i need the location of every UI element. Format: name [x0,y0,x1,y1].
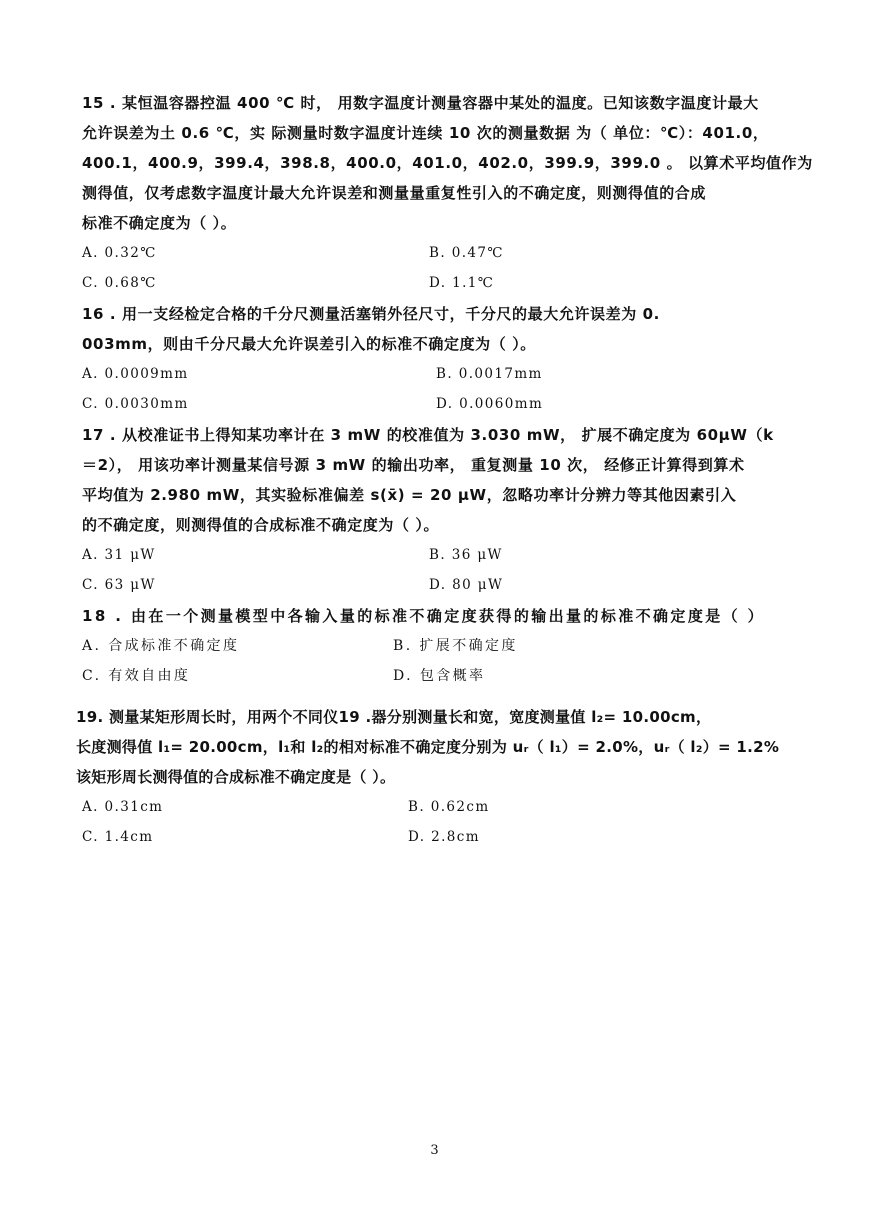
option-c: C. 0.0030mm [82,396,189,412]
question-17-stem-line-3: 平均值为 2.980 mW，其实验标准偏差 s(x̄) = 20 μW，忽略功率计分辨力等其他因素引入 [82,486,737,504]
question-15-stem-line-2: 允许误差为土 0.6 ℃，实 际测量时数字温度计连续 10 次的测量数据 为（ 单位：℃）：401.0， [82,124,769,142]
option-d: D. 包含概率 [393,668,486,684]
question-19-stem-line-2: 长度测得值 l₁= 20.00cm，l₁和 l₂的相对标准不确定度分别为 uᵣ（ l₁）= 2.0%，uᵣ（ l₂）= 1.2% [76,738,780,756]
question-18-options [82,631,812,691]
question-16-options [82,359,812,419]
question-19-options [82,792,812,852]
option-a: A. 合成标准不确定度 [82,638,240,654]
question-17 [82,420,812,600]
option-c: C. 1.4cm [82,829,154,845]
question-16-stem-line-2: 003mm，则由千分尺最大允许误差引入的标准不确定度为（ ）。 [82,335,536,353]
page-number: 3 [430,1143,439,1158]
option-c: C. 0.68℃ [82,275,157,291]
option-b: B. 扩展不确定度 [393,638,518,654]
question-19-stem-line-1: 19. 测量某矩形周长时，用两个不同仪19 .器分别测量长和宽，宽度测量值 l₂= 10.00cm， [76,708,712,726]
question-17-stem-line-1: 17 . 从校准证书上得知某功率计在 3 mW 的校准值为 3.030 mW， 扩展不确定度为 60μW（k [82,426,774,444]
option-d: D. 2.8cm [408,829,480,845]
option-b: B. 0.0017mm [436,366,543,382]
question-18 [82,601,812,691]
option-b: B. 0.62cm [408,799,490,815]
option-c: C. 有效自由度 [82,668,191,684]
option-a: A. 0.31cm [82,799,164,815]
question-18-stem-line-1: 18 . 由在一个测量模型中各输入量的标准不确定度获得的输出量的标准不确定度是（ ） [82,607,766,625]
question-17-options [82,540,812,600]
option-d: D. 80 μW [429,577,504,593]
option-d: D. 1.1℃ [429,275,495,291]
option-b: B. 36 μW [429,547,503,563]
option-d: D. 0.0060mm [436,396,544,412]
question-16 [82,299,812,419]
question-15-options [82,238,812,298]
question-16-stem-line-1: 16 . 用一支经检定合格的千分尺测量活塞销外径尺寸，千分尺的最大允许误差为 0. [82,305,660,323]
question-15 [82,88,812,298]
question-19 [76,702,806,852]
question-15-stem-line-1: 15 . 某恒温容器控温 400 ℃ 时， 用数字温度计测量容器中某处的温度。已知该数字温度计最大 [82,94,759,112]
option-a: A. 0.32℃ [82,245,157,261]
question-17-stem-line-4: 的不确定度，则测得值的合成标准不确定度为（ ）。 [82,516,440,534]
question-17-stem-line-2: ＝2）， 用该功率计测量某信号源 3 mW 的输出功率， 重复测量 10 次， 经修正计算得到算术 [82,456,745,474]
option-a: A. 31 μW [82,547,156,563]
question-15-stem-line-3: 400.1，400.9，399.4，398.8，400.0，401.0，402.0，399.9，399.0 。 以算术平均值作为 [82,154,813,172]
question-15-stem-line-5: 标准不确定度为（ ）。 [82,214,237,232]
option-b: B. 0.47℃ [429,245,504,261]
option-a: A. 0.0009mm [82,366,189,382]
question-15-stem-line-4: 测得值，仅考虑数字温度计最大允许误差和测量量重复性引入的不确定度，则测得值的合成 [82,184,707,202]
question-19-stem-line-3: 该矩形周长测得值的合成标准不确定度是（ ）。 [76,768,396,786]
option-c: C. 63 μW [82,577,156,593]
